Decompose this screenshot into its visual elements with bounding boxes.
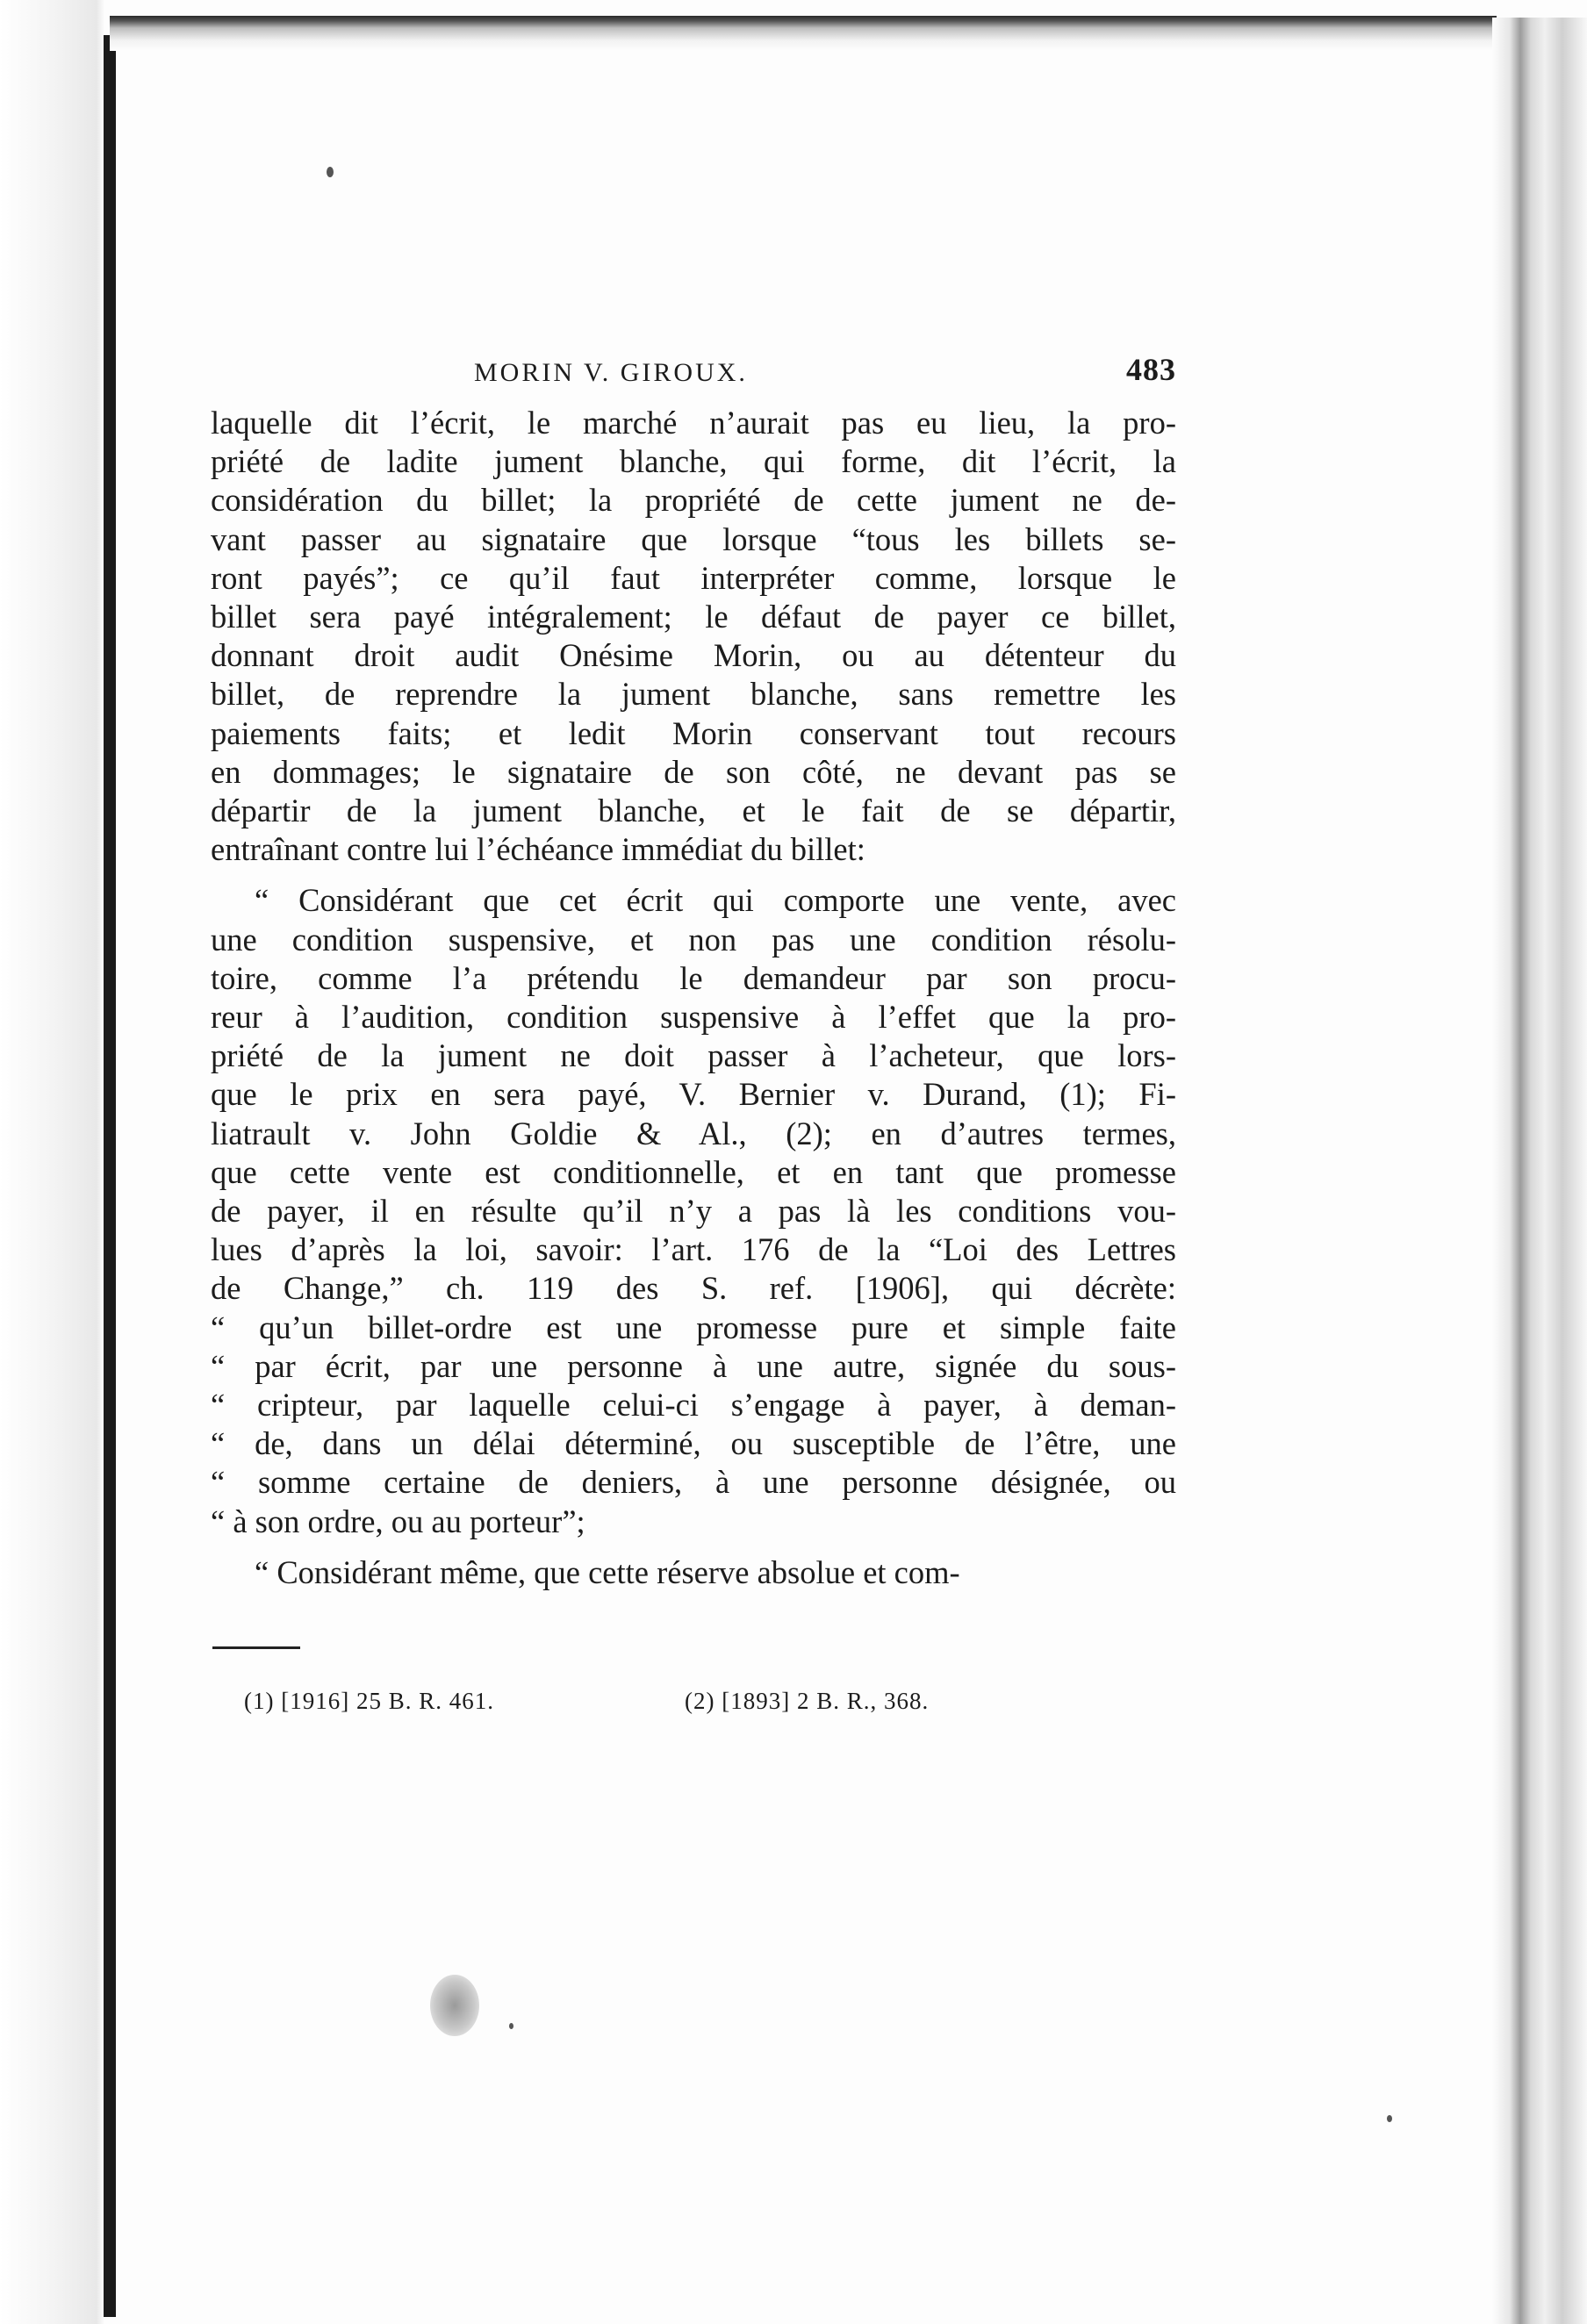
text-line: “ qu’un billet-ordre est une promesse pure et simple faite	[211, 1309, 1176, 1345]
dust-speck	[327, 167, 334, 177]
text-line: laquelle dit l’écrit, le marché n’aurait pas eu lieu, la pro-	[211, 405, 1176, 441]
footnotes	[211, 1688, 1176, 1723]
text-line: entraînant contre lui l’échéance immédiat du billet:	[211, 831, 865, 868]
page-number: 483	[1126, 352, 1176, 387]
text-line: “ Considérant que cet écrit qui comporte une vente, avec	[255, 882, 1176, 919]
text-line: départir de la jument blanche, et le fait de se départir,	[211, 793, 1176, 829]
footnote-rule	[212, 1646, 300, 1649]
binding-shadow	[104, 35, 116, 2317]
text-line: donnant droit audit Onésime Morin, ou au détenteur du	[211, 637, 1176, 674]
text-line: liatrault v. John Goldie & Al., (2); en d’autres termes,	[211, 1115, 1176, 1151]
text-line: que le prix en sera payé, V. Bernier v. Durand, (1); Fi-	[211, 1076, 1176, 1113]
left-page-gutter	[0, 0, 105, 2324]
paragraph	[211, 1553, 1176, 1592]
text-line: ront payés”; ce qu’il faut interpréter comme, lorsque le	[211, 559, 1176, 596]
text-line: “ Considérant même, que cette réserve absolue et com-	[255, 1553, 960, 1590]
paragraph	[211, 404, 1176, 869]
text-line: paiements faits; et ledit Morin conservant tout recours	[211, 714, 1176, 751]
text-line: priété de ladite jument blanche, qui forme, dit l’écrit, la	[211, 443, 1176, 480]
text-line: billet, de reprendre la jument blanche, sans remettre les	[211, 676, 1176, 713]
text-line: reur à l’audition, condition suspensive à l’effet que la pro-	[211, 999, 1176, 1036]
ink-smudge	[430, 1975, 479, 2036]
dust-speck	[509, 2023, 513, 2029]
paragraph-gap	[211, 869, 1176, 881]
footnote-1: (1) [1916] 25 B. R. 461.	[244, 1688, 494, 1715]
text-line: de Change,” ch. 119 des S. ref. [1906], qui décrète:	[211, 1270, 1176, 1307]
footnote-2: (2) [1893] 2 B. R., 368.	[685, 1688, 930, 1715]
text-line: vant passer au signataire que lorsque “tous les billets se-	[211, 520, 1176, 557]
text-line: considération du billet; la propriété de cette jument ne de-	[211, 482, 1176, 519]
text-line: priété de la jument ne doit passer à l’acheteur, que lors-	[211, 1037, 1176, 1074]
text-line: “ cripteur, par laquelle celui-ci s’engage à payer, à deman-	[211, 1387, 1176, 1424]
text-line: “ somme certaine de deniers, à une personne désignée, ou	[211, 1464, 1176, 1501]
text-line: “ à son ordre, ou au porteur”;	[211, 1503, 585, 1539]
body-text	[211, 404, 1176, 1592]
text-line: billet sera payé intégralement; le défaut de payer ce billet,	[211, 599, 1176, 635]
text-line: “ de, dans un délai déterminé, ou susceptible de l’être, une	[211, 1425, 1176, 1462]
paragraph-gap	[211, 1541, 1176, 1553]
text-line: en dommages; le signataire de son côté, ne devant pas se	[211, 753, 1176, 790]
running-head	[211, 351, 1176, 404]
text-block	[211, 351, 1176, 1723]
paragraph	[211, 881, 1176, 1540]
text-line: “ par écrit, par une personne à une autre, signée du sous-	[211, 1347, 1176, 1384]
text-line: toire, comme l’a prétendu le demandeur par son procu-	[211, 959, 1176, 996]
top-page-edge	[110, 16, 1497, 51]
running-head-title: MORIN V. GIROUX.	[474, 358, 748, 387]
dust-speck	[1387, 2115, 1392, 2122]
text-line: une condition suspensive, et non pas une condition résolu-	[211, 921, 1176, 958]
right-page-edge	[1492, 18, 1587, 2324]
text-line: de payer, il en résulte qu’il n’y a pas là les conditions vou-	[211, 1193, 1176, 1230]
text-line: lues d’après la loi, savoir: l’art. 176 de la “Loi des Lettres	[211, 1231, 1176, 1268]
text-line: que cette vente est conditionnelle, et en tant que promesse	[211, 1153, 1176, 1190]
